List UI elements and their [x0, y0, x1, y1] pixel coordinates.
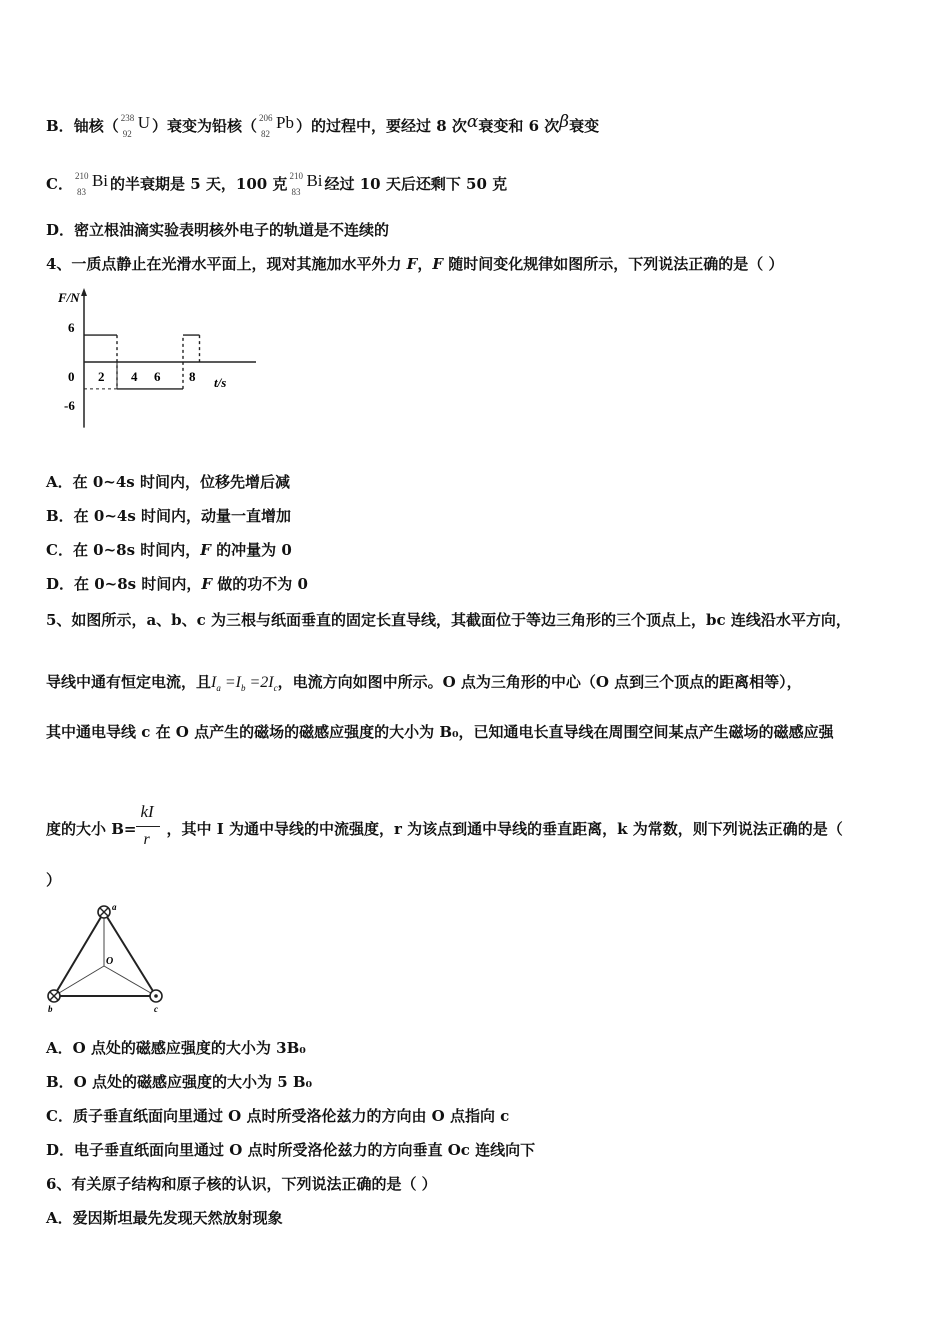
q3-option-b	[46, 112, 599, 142]
q5-line-2-part-1: 导线中通有恒定电流，且	[46, 673, 212, 691]
q4-stem-part-2: ，	[417, 255, 433, 273]
q4-stem-part-3: 随时间变化规律如图所示，下列说法正确的是（ ）	[443, 255, 784, 273]
x-tick-8: 8	[189, 369, 196, 384]
q5-line-3: 其中通电导线 c 在 O 点产生的磁场的磁感应强度的大小为 B₀，已知通电长直导线在周围空间某点产生磁场的磁感应强	[46, 723, 834, 741]
eq-i-c: I	[268, 674, 274, 691]
q3-option-c-letter: C．	[46, 175, 73, 193]
equilateral-triangle	[54, 912, 156, 996]
q6-stem: 6、有关原子结构和原子核的认识，下列说法正确的是（ ）	[46, 1175, 437, 1193]
q3-option-b-text-5: 衰变	[569, 117, 600, 135]
q4-option-a-text: A．在 0~4s 时间内，位移先增后减	[46, 473, 290, 491]
y-tick-0: 0	[68, 369, 75, 384]
uranium-symbol: U	[137, 113, 150, 132]
q4-stem	[46, 254, 783, 274]
uranium-mass-number: 238	[120, 113, 135, 123]
lead-atomic-number: 82	[261, 129, 270, 139]
y-axis-label: F/N	[58, 290, 80, 305]
beta-symbol: β	[559, 112, 570, 132]
q5-line-4-part-2: ，其中 I 为通中导线的中流强度，r 为该点到通中导线的垂直距离，k 为常数，则下列说法正确的是（	[166, 820, 843, 838]
q5-line-1: 5、如图所示，a、b、c 为三根与纸面垂直的固定长直导线，其截面位于等边三角形的三个顶点上，bc 连线沿水平方向，	[46, 611, 851, 629]
x-axis-label: t/s	[214, 375, 227, 390]
q3-option-c	[46, 170, 507, 200]
uranium-nuclide	[121, 112, 150, 142]
x-tick-2: 2	[98, 369, 105, 384]
q3-option-c-text-1: 的半衰期是 5 天，100 克	[110, 175, 288, 193]
y-axis-arrow-icon	[81, 288, 87, 296]
current-relation-equation	[211, 673, 278, 698]
q5-option-a: A．O 点处的磁感应强度的大小为 3B₀	[46, 1039, 306, 1057]
eq-sub-b: b	[240, 683, 246, 694]
q3-option-b-text-2: ）衰变为铅核（	[151, 117, 257, 135]
bismuth-mass-number-2: 210	[289, 171, 303, 181]
alpha-symbol: α	[466, 112, 479, 132]
eq-sub-c: c	[273, 683, 278, 694]
q4-force-symbol-2: F	[432, 255, 443, 273]
q5-line-4	[46, 802, 843, 852]
fraction-denominator: r	[143, 831, 150, 848]
lead-symbol: Pb	[276, 113, 294, 132]
uranium-atomic-number: 92	[122, 129, 132, 139]
kI-over-r-fraction	[136, 802, 166, 852]
q3-option-b-text-3: ）的过程中，要经过 8 次	[295, 117, 467, 135]
bismuth-symbol: Bi	[91, 171, 109, 190]
bismuth-atomic-number-2: 83	[291, 187, 301, 197]
q4-option-d-force: F	[201, 575, 212, 593]
y-tick-minus-6: -6	[64, 398, 75, 413]
eq-equals-2: =2	[245, 674, 269, 691]
force-time-graph	[46, 284, 256, 444]
q4-option-b	[46, 506, 291, 526]
q4-option-b-text: B．在 0~4s 时间内，动量一直增加	[46, 507, 292, 525]
q4-option-c-text-1: C．在 0~8s 时间内，	[46, 541, 201, 559]
eq-sub-a: a	[216, 683, 221, 694]
q5-option-c: C．质子垂直纸面向里通过 O 点时所受洛伦兹力的方向由 O 点指向 c	[46, 1107, 510, 1125]
x-tick-4: 4	[131, 369, 138, 384]
eq-i-a: I	[211, 674, 217, 691]
label-b: b	[48, 1004, 53, 1014]
q3-option-d: D．密立根油滴实验表明核外电子的轨道是不连续的	[46, 221, 390, 239]
q4-option-d-text-1: D．在 0~8s 时间内，	[46, 575, 202, 593]
fraction-bar	[136, 826, 160, 827]
label-o: O	[106, 956, 114, 967]
q4-option-d	[46, 574, 308, 594]
bismuth-atomic-number: 83	[76, 187, 86, 197]
q4-stem-part-1: 4、一质点静止在光滑水平面上，现对其施加水平外力	[46, 255, 407, 273]
bismuth-nuclide	[75, 170, 108, 200]
q5-line-5: ）	[46, 871, 62, 889]
bismuth-mass-number: 210	[74, 171, 89, 181]
q4-option-c-text-2: 的冲量为 0	[210, 541, 292, 559]
q5-line-2	[46, 672, 802, 698]
q3-option-b-text-4: 衰变和 6 次	[478, 117, 560, 135]
q3-option-b-letter: B．	[46, 117, 74, 135]
fraction-numerator: kI	[140, 802, 154, 821]
lead-mass-number: 206	[259, 113, 273, 123]
q6-option-a: A．爱因斯坦最先发现天然放射现象	[46, 1209, 283, 1227]
eq-i-b: I	[235, 674, 241, 691]
q3-option-b-text-1: 铀核（	[73, 117, 119, 135]
q3-option-c-text-2: 经过 10 天后还剩下 50 克	[324, 175, 508, 193]
wire-c-out-of-page-icon	[150, 990, 162, 1002]
wire-a-into-page-icon	[98, 906, 110, 918]
q4-force-symbol: F	[406, 255, 418, 273]
q5-line-4-part-1: 度的大小 B=	[46, 820, 137, 838]
graph-axes	[81, 288, 256, 428]
triangle-wires-figure	[44, 900, 174, 1020]
wire-b-into-page-icon	[48, 990, 60, 1002]
lead-nuclide	[259, 112, 294, 142]
q4-option-d-text-2: 做的功不为 0	[212, 575, 308, 593]
center-line-to-b	[54, 966, 104, 996]
bismuth-nuclide-2	[289, 170, 322, 200]
label-a: a	[112, 902, 117, 912]
q4-option-a	[46, 472, 290, 492]
q4-option-c	[46, 540, 292, 560]
q5-option-b: B．O 点处的磁感应强度的大小为 5 B₀	[46, 1073, 313, 1091]
q5-option-d: D．电子垂直纸面向里通过 O 点时所受洛伦兹力的方向垂直 Oc 连线向下	[46, 1141, 536, 1159]
y-tick-6: 6	[68, 320, 75, 335]
center-line-to-c	[104, 966, 156, 996]
q5-line-2-part-2: ，电流方向如图中所示。O 点为三角形的中心（O 点到三个顶点的距离相等），	[277, 673, 802, 691]
x-tick-6: 6	[154, 369, 161, 384]
bismuth-symbol-2: Bi	[306, 171, 323, 190]
q4-option-c-force: F	[200, 541, 211, 559]
label-c: c	[154, 1004, 158, 1014]
eq-equals-1: =	[220, 674, 236, 691]
